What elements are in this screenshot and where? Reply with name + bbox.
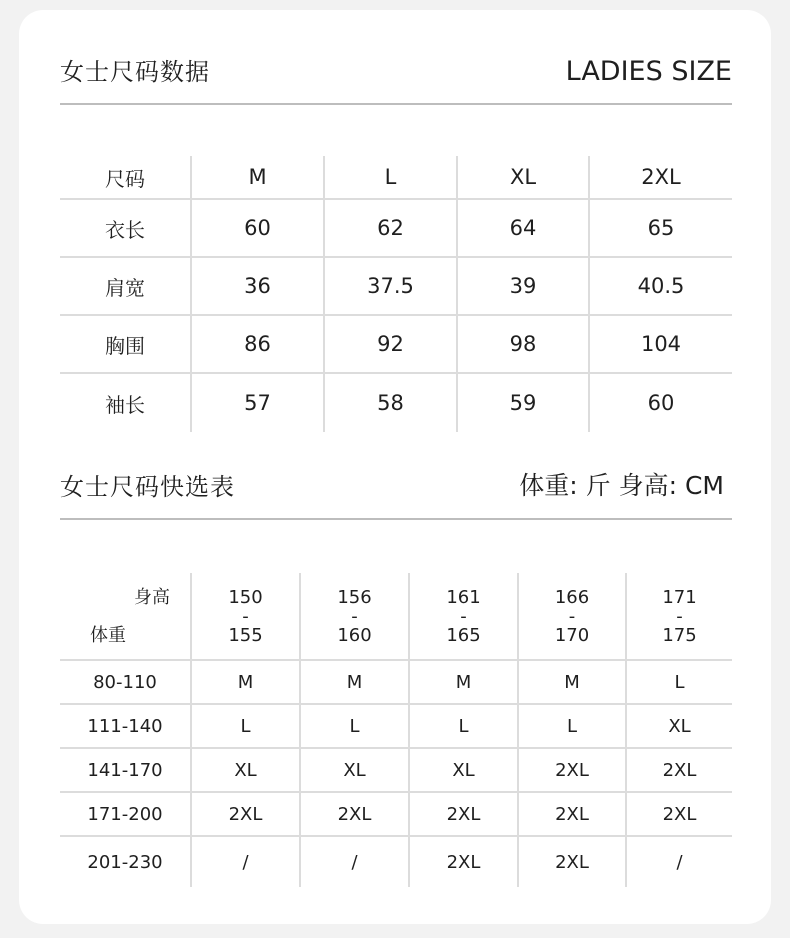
table-cell: XL xyxy=(409,748,518,792)
table-cell: 2XL xyxy=(191,792,300,836)
header-cell: L xyxy=(324,156,457,199)
table-cell: 60 xyxy=(589,373,732,432)
table-cell: M xyxy=(518,660,626,704)
table-cell: L xyxy=(409,704,518,748)
table-row xyxy=(60,199,732,257)
table-cell: 92 xyxy=(324,315,457,373)
row-label: 肩宽 xyxy=(60,257,191,315)
weight-range: 201-230 xyxy=(87,851,163,873)
weight-label: 体重 xyxy=(90,625,126,646)
height-range-cell xyxy=(191,573,300,660)
table-cell: M xyxy=(409,660,518,704)
table-row xyxy=(60,257,732,315)
table-cell: M xyxy=(191,660,300,704)
header-cell: 尺码 xyxy=(60,156,191,199)
ladies-size-title: LADIES SIZE xyxy=(565,56,732,87)
height-to: 155 xyxy=(228,624,263,646)
weight-range: 80-110 xyxy=(60,660,191,704)
table-cell: 2XL xyxy=(626,748,732,792)
height-range-cell xyxy=(626,573,732,660)
table-cell: XL xyxy=(300,748,409,792)
height-sep: - xyxy=(460,605,467,627)
table-cell: 104 xyxy=(589,315,732,373)
table-cell: 62 xyxy=(324,199,457,257)
table-cell: L xyxy=(626,660,732,704)
table-cell: 2XL xyxy=(409,836,518,887)
size-header-row xyxy=(60,156,732,199)
height-to: 165 xyxy=(446,624,481,646)
table-cell: 58 xyxy=(324,373,457,432)
header-cell: XL xyxy=(457,156,589,199)
weight-range: 111-140 xyxy=(60,704,191,748)
row-label: 袖长 xyxy=(105,392,145,417)
row-label: 胸围 xyxy=(60,315,191,373)
height-from: 166 xyxy=(554,586,590,608)
table-cell: 98 xyxy=(457,315,589,373)
height-range-cell xyxy=(409,573,518,660)
table-row xyxy=(60,748,732,792)
table-cell: 57 xyxy=(191,373,324,432)
table-cell: 39 xyxy=(457,257,589,315)
weight-range: 141-170 xyxy=(60,748,191,792)
unit-note: 体重: 斤 身高: CM xyxy=(519,471,724,500)
height-from: 156 xyxy=(337,586,372,608)
size-data-title: 女士尺码数据 xyxy=(60,58,210,86)
height-to: 170 xyxy=(554,624,590,646)
height-sep: - xyxy=(676,605,683,627)
height-label: 身高 xyxy=(134,587,170,608)
table-cell: L xyxy=(300,704,409,748)
weight-range: 171-200 xyxy=(60,792,191,836)
table-row xyxy=(60,704,732,748)
table-row xyxy=(60,792,732,836)
table-cell: 59 xyxy=(457,373,589,432)
table-cell: 2XL xyxy=(409,792,518,836)
table-cell: M xyxy=(300,660,409,704)
table-cell: 2XL xyxy=(300,792,409,836)
height-to: 160 xyxy=(337,624,372,646)
row-label: 衣长 xyxy=(60,199,191,257)
table-cell: / xyxy=(300,836,409,887)
quick-select-table xyxy=(60,573,732,887)
table-row xyxy=(60,660,732,704)
table-row xyxy=(60,315,732,373)
table-cell: 2XL xyxy=(518,792,626,836)
table-cell: 64 xyxy=(457,199,589,257)
table-cell: 37.5 xyxy=(324,257,457,315)
height-sep: - xyxy=(242,605,249,627)
table-cell: L xyxy=(191,704,300,748)
height-from: 171 xyxy=(662,586,697,608)
height-from: 150 xyxy=(228,586,263,608)
height-header-row xyxy=(60,573,732,660)
size-data-table xyxy=(60,156,732,432)
height-range-cell xyxy=(518,573,626,660)
table-cell: / xyxy=(626,836,732,887)
header-cell: M xyxy=(191,156,324,199)
table-row xyxy=(60,836,732,887)
table-cell: 60 xyxy=(191,199,324,257)
table-cell: XL xyxy=(191,748,300,792)
header-cell: 2XL xyxy=(589,156,732,199)
table-cell: 86 xyxy=(191,315,324,373)
height-sep: - xyxy=(351,605,358,627)
corner-cell xyxy=(60,573,191,660)
table-cell: 2XL xyxy=(626,792,732,836)
table-cell: 36 xyxy=(191,257,324,315)
height-sep: - xyxy=(568,605,576,627)
height-range-cell xyxy=(300,573,409,660)
size-chart-card xyxy=(19,10,771,924)
table-cell: L xyxy=(518,704,626,748)
quick-select-title: 女士尺码快选表 xyxy=(60,473,235,501)
table-cell: XL xyxy=(626,704,732,748)
height-to: 175 xyxy=(662,624,697,646)
table-cell: 40.5 xyxy=(589,257,732,315)
height-from: 161 xyxy=(446,586,481,608)
table-cell: 2XL xyxy=(518,748,626,792)
table-cell: / xyxy=(191,836,300,887)
quick-select-header xyxy=(60,467,732,520)
table-cell: 2XL xyxy=(518,836,626,887)
size-data-header xyxy=(60,50,732,105)
table-cell: 65 xyxy=(589,199,732,257)
table-row xyxy=(60,373,732,432)
